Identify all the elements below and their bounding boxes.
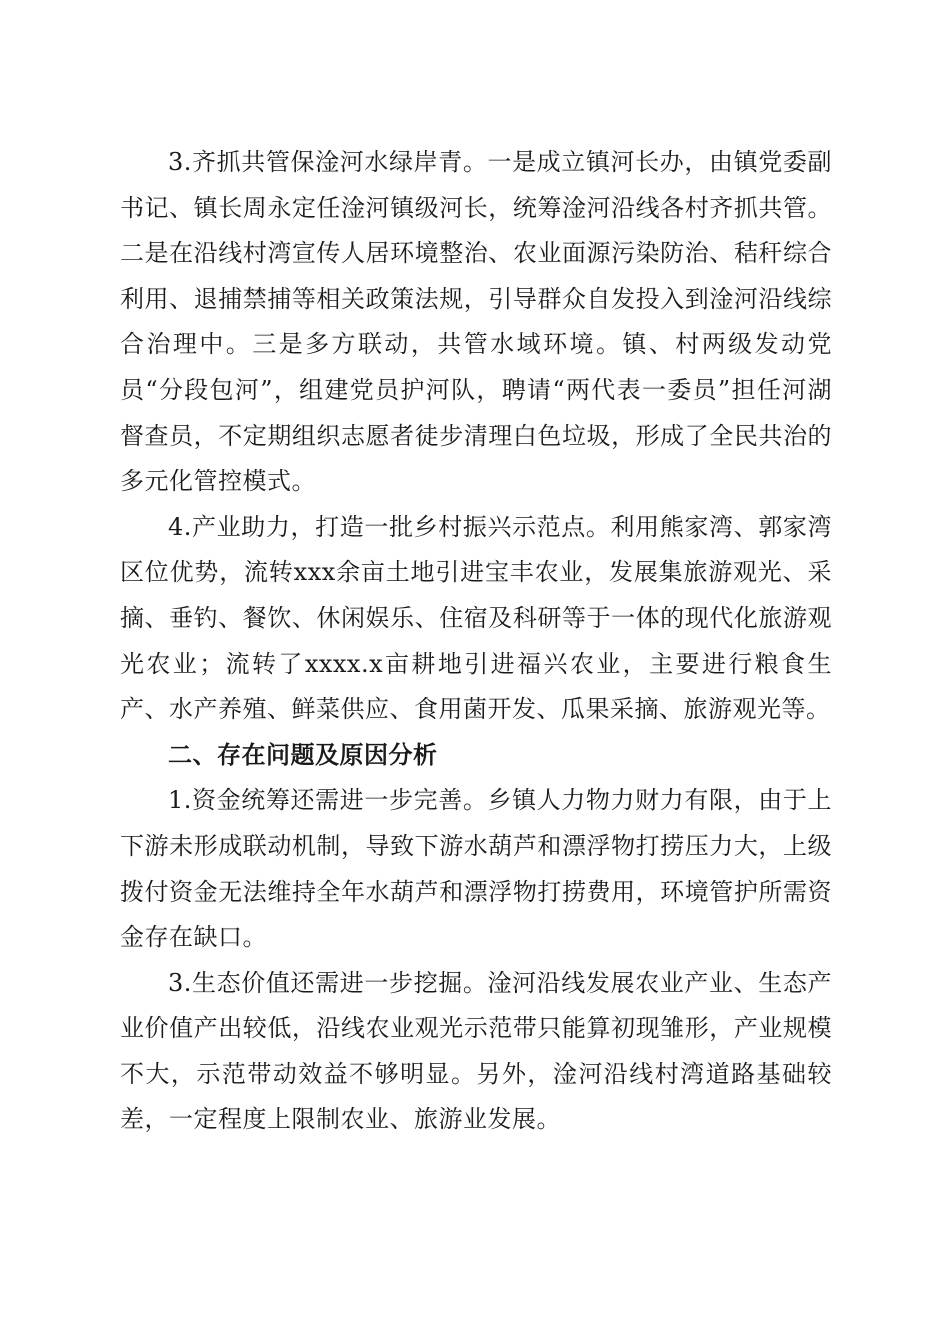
document-body bbox=[120, 140, 832, 1143]
paragraph-industry-support: 4.产业助力，打造一批乡村振兴示范点。利用熊家湾、郭家湾区位优势，流转xxx余亩土地引进宝丰农业，发展集旅游观光、采摘、垂钓、餐饮、休闲娱乐、住宿及科研等于一体的现代化旅游观光农业；流转了xxxx.x亩耕地引进福兴农业，主要进行粮食生产、水产养殖、鲜菜供应、食用菌开发、瓜果采摘、旅游观光等。 bbox=[120, 512, 832, 724]
paragraph-funding-coordination: 1.资金统筹还需进一步完善。乡镇人力物力财力有限，由于上下游未形成联动机制，导致下游水葫芦和漂浮物打捞压力大，上级拨付资金无法维持全年水葫芦和漂浮物打捞费用，环境管护所需资金存在缺口。 bbox=[120, 786, 832, 952]
paragraph-co-management: 3.齐抓共管保淦河水绿岸青。一是成立镇河长办，由镇党委副书记、镇长周永定任淦河镇级河长，统筹淦河沿线各村齐抓共管。二是在沿线村湾宣传人居环境整治、农业面源污染防治、秸秆综合利用、退捕禁捕等相关政策法规，引导群众自发投入到淦河沿线综合治理中。三是多方联动，共管水域环境。镇、村两级发动党员“分段包河”，组建党员护河队，聘请“两代表一委员”担任河湖督查员，不定期组织志愿者徒步清理白色垃圾，形成了全民共治的多元化管控模式。 bbox=[120, 148, 832, 496]
paragraph-ecological-value: 3.生态价值还需进一步挖掘。淦河沿线发展农业产业、生态产业价值产出较低，沿线农业观光示范带只能算初现雏形，产业规模不大，示范带动效益不够明显。另外，淦河沿线村湾道路基础较差，一定程度上限制农业、旅游业发展。 bbox=[120, 968, 832, 1134]
section-heading-problems: 二、存在问题及原因分析 bbox=[168, 740, 438, 769]
